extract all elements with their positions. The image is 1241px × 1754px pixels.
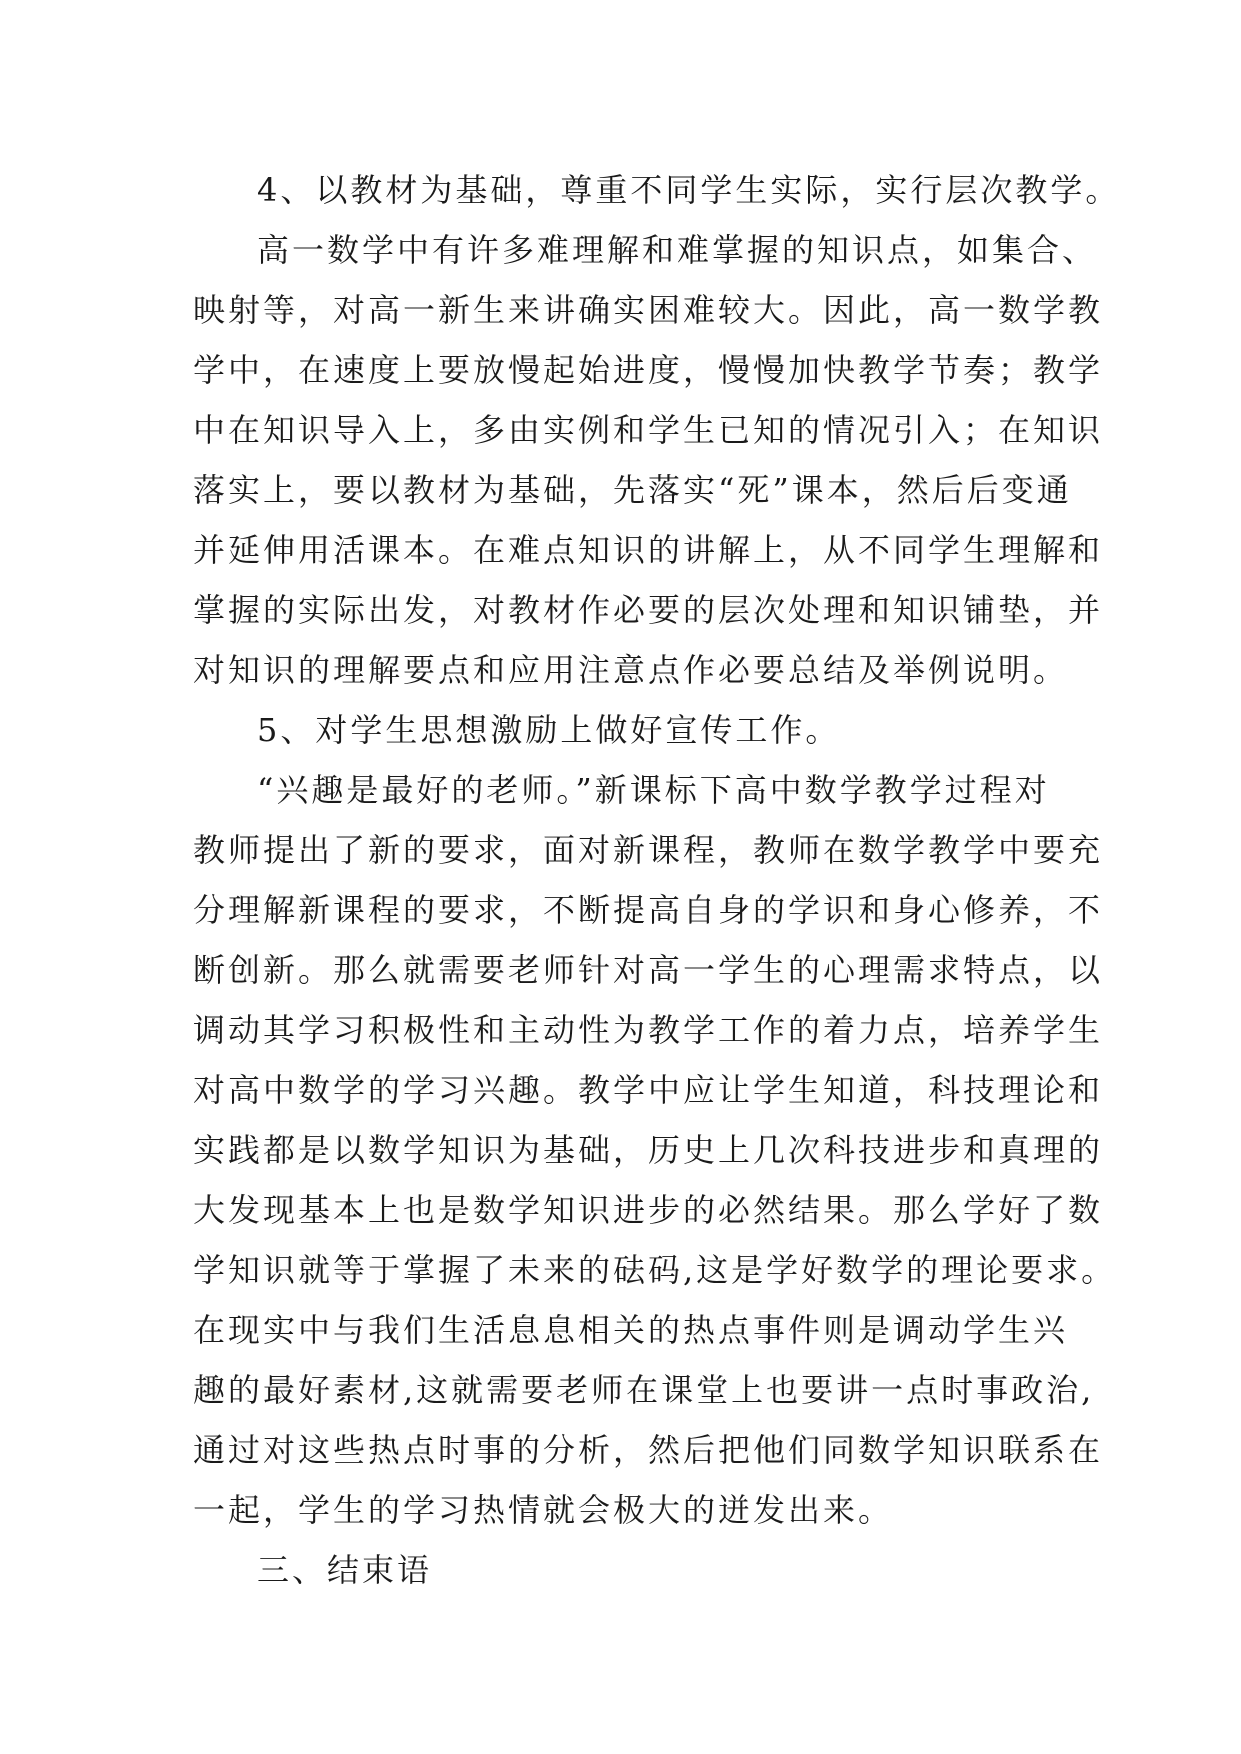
- paragraph-line: 通过对这些热点时事的分析，然后把他们同数学知识联系在: [193, 1431, 1104, 1469]
- paragraph-line: 对知识的理解要点和应用注意点作必要总结及举例说明。: [193, 651, 1069, 689]
- paragraph-line: 教师提出了新的要求，面对新课程，教师在数学教学中要充: [193, 831, 1104, 869]
- paragraph-line: 实践都是以数学知识为基础，历史上几次科技进步和真理的: [193, 1131, 1104, 1169]
- section-heading-conclusion: 三、结束语: [257, 1551, 433, 1589]
- paragraph-line: 并延伸用活课本。在难点知识的讲解上，从不同学生理解和: [193, 531, 1104, 569]
- paragraph-line: 对高中数学的学习兴趣。教学中应让学生知道，科技理论和: [193, 1071, 1104, 1109]
- paragraph-line: 一起，学生的学习热情就会极大的迸发出来。: [193, 1491, 894, 1529]
- section-heading-5: 5、对学生思想激励上做好宣传工作。: [257, 711, 841, 749]
- paragraph-line: 断创新。那么就需要老师针对高一学生的心理需求特点，以: [193, 951, 1104, 989]
- paragraph-line: 高一数学中有许多难理解和难掌握的知识点，如集合、: [257, 231, 1098, 269]
- paragraph-line: “兴趣是最好的老师。”新课标下高中数学教学过程对: [257, 771, 1050, 809]
- paragraph-line: 调动其学习积极性和主动性为教学工作的着力点，培养学生: [193, 1011, 1104, 1049]
- paragraph-line: 学知识就等于掌握了未来的砝码,这是学好数学的理论要求。: [193, 1251, 1117, 1289]
- paragraph-line: 中在知识导入上，多由实例和学生已知的情况引入；在知识: [193, 411, 1104, 449]
- paragraph-line: 大发现基本上也是数学知识进步的必然结果。那么学好了数: [193, 1191, 1104, 1229]
- paragraph-line: 掌握的实际出发，对教材作必要的层次处理和知识铺垫，并: [193, 591, 1104, 629]
- paragraph-line: 在现实中与我们生活息息相关的热点事件则是调动学生兴: [193, 1311, 1069, 1349]
- paragraph-line: 学中，在速度上要放慢起始进度，慢慢加快教学节奏；教学: [193, 351, 1104, 389]
- paragraph-line: 落实上，要以教材为基础，先落实“死”课本，然后后变通: [193, 471, 1072, 509]
- paragraph-line: 分理解新课程的要求，不断提高自身的学识和身心修养，不: [193, 891, 1104, 929]
- paragraph-line: 映射等，对高一新生来讲确实困难较大。因此，高一数学教: [193, 291, 1104, 329]
- body-text: [193, 160, 1121, 1600]
- section-heading-4: 4、以教材为基础，尊重不同学生实际，实行层次教学。: [257, 171, 1121, 209]
- paragraph-line: 趣的最好素材,这就需要老师在课堂上也要讲一点时事政治,: [193, 1371, 1095, 1409]
